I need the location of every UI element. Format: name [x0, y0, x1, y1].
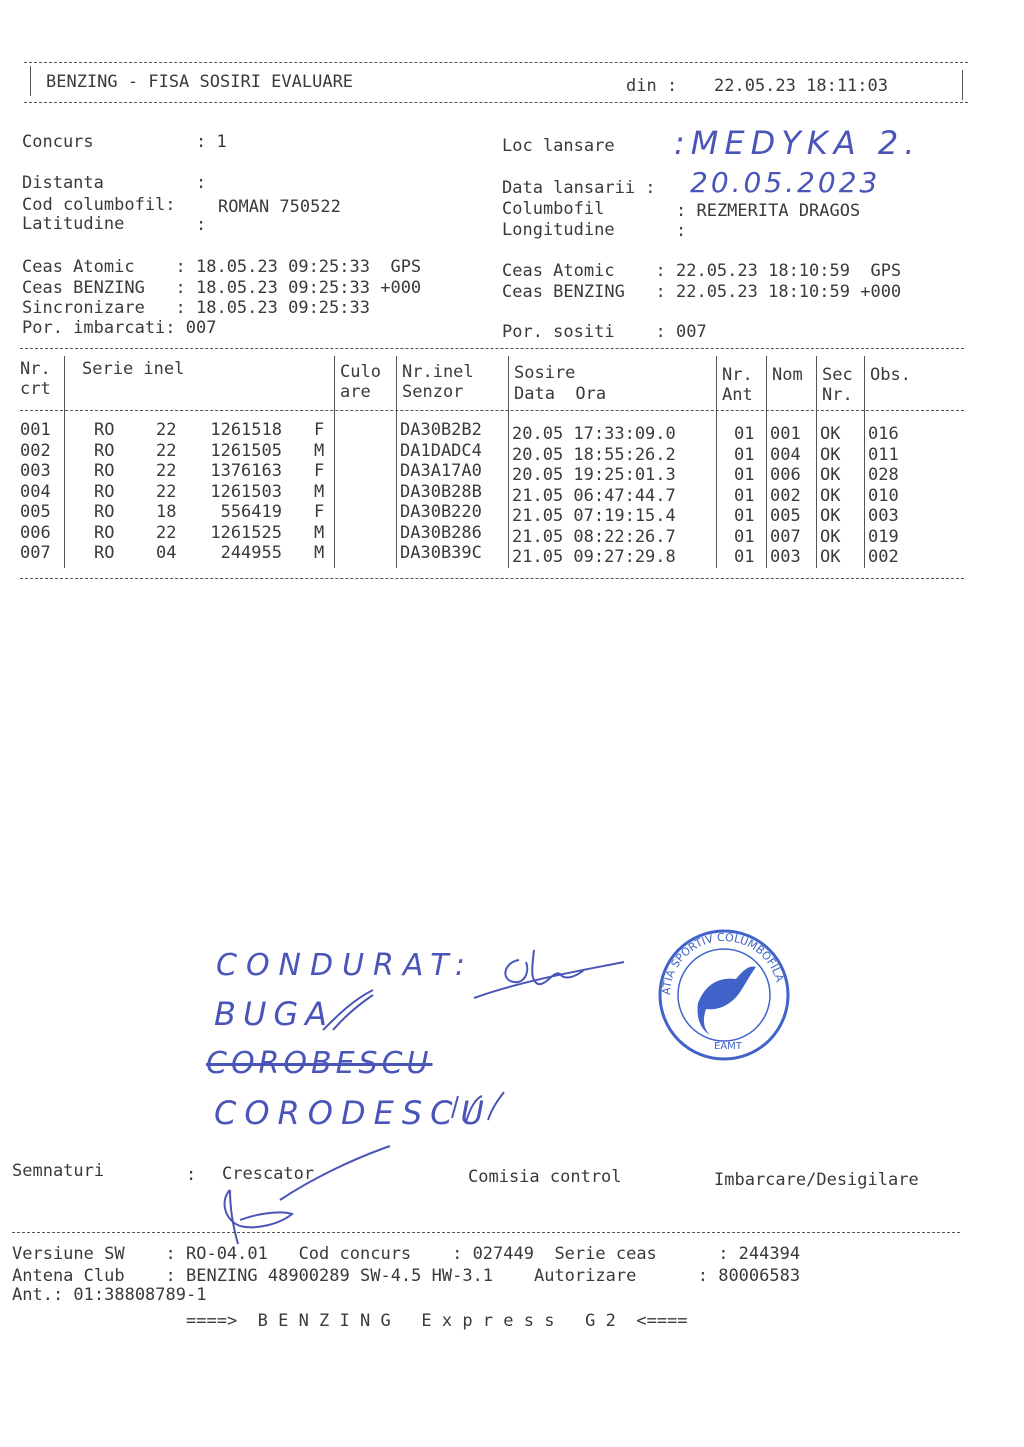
header-sosire: Sosire: [514, 363, 576, 383]
loc-lansare-label: Loc lansare: [502, 136, 615, 156]
cell-year: 18: [156, 502, 177, 522]
cell-antenna: 01: [734, 547, 755, 567]
footer-versiune: Versiune SW : RO-04.01 Cod concurs : 027449 Serie ceas : 244394: [12, 1244, 801, 1264]
header-crt: crt: [20, 379, 51, 399]
cell-country: RO: [94, 502, 115, 522]
semnaturi-colon: :: [186, 1165, 197, 1185]
left-ceas-atomic: Ceas Atomic : 18.05.23 09:25:33 GPS: [22, 257, 422, 277]
cell-antenna: 01: [734, 485, 755, 506]
latitudine-label: Latitudine: [22, 214, 125, 234]
cell-arrival: 21.05 06:47:44.7: [512, 485, 676, 506]
print-date-label: din :: [626, 76, 678, 96]
table-header-separator: [20, 410, 964, 411]
cell-nr: 006: [20, 522, 51, 543]
cell-arrival: 20.05 17:33:09.0: [512, 424, 676, 444]
longitudine-value: :: [676, 221, 687, 241]
col-sep-3: [396, 356, 397, 568]
header-nr-inel: Nr.inel: [402, 362, 474, 382]
footer-separator: [12, 1232, 960, 1233]
right-ceas-atomic: Ceas Atomic : 22.05.23 18:10:59 GPS: [502, 261, 902, 281]
cell-sensor: DA30B39C: [400, 543, 482, 563]
right-ceas-benzing: Ceas BENZING : 22.05.23 18:10:59 +000: [502, 282, 902, 302]
col-sep-6: [766, 356, 767, 568]
loc-lansare-handwritten: :MEDYKA 2.: [674, 124, 921, 162]
cell-sensor: DA30B286: [400, 522, 482, 543]
cell-ring-number: 1261518: [210, 420, 282, 440]
cell-arrival: 21.05 07:19:15.4: [512, 506, 676, 526]
header-right-border: [962, 70, 963, 100]
handwritten-condurat: CONDURAT:: [216, 948, 474, 983]
cell-sex: M: [314, 440, 325, 461]
cell-nom: 005: [770, 506, 801, 526]
cell-antenna: 01: [734, 506, 755, 526]
cell-nr: 007: [20, 543, 51, 563]
cell-sec: OK: [820, 526, 841, 547]
cell-antenna: 01: [734, 424, 755, 444]
columbofil-label: Columbofil: [502, 199, 605, 219]
header-left-border: [30, 66, 31, 96]
footer-ant: Ant.: 01:38808789-1: [12, 1285, 207, 1305]
cell-obs: 011: [868, 444, 899, 465]
col-sep-8: [864, 356, 865, 568]
table-bottom-border: [20, 578, 964, 579]
header-serie-inel: Serie inel: [82, 359, 185, 379]
header-bottom-border: [24, 102, 968, 103]
cell-nom: 002: [770, 485, 801, 506]
footer-express: ====> B E N Z I N G E x p r e s s G 2 <====: [186, 1311, 688, 1331]
association-stamp: [654, 925, 794, 1065]
cell-year: 22: [156, 481, 177, 502]
data-lansarii-handwritten: 20.05.2023: [690, 166, 881, 199]
imbarcare-desigilare-label: Imbarcare/Desigilare: [714, 1170, 919, 1190]
cell-nr: 003: [20, 461, 51, 481]
cell-nr: 005: [20, 502, 51, 522]
cell-sec: OK: [820, 424, 841, 444]
cell-sec: OK: [820, 465, 841, 485]
cell-sex: M: [314, 543, 325, 563]
cell-ring-number: 1261503: [210, 481, 282, 502]
cell-year: 22: [156, 522, 177, 543]
handwritten-corobescu-struck: COROBESCU: [206, 1046, 433, 1081]
cell-nom: 006: [770, 465, 801, 485]
cell-nom: 003: [770, 547, 801, 567]
cell-country: RO: [94, 440, 115, 461]
cell-obs: 028: [868, 465, 899, 485]
latitudine-value: :: [196, 215, 207, 235]
header-are: are: [340, 382, 371, 402]
cell-sensor: DA30B28B: [400, 481, 482, 502]
header-nr: Nr.: [20, 359, 51, 379]
cell-country: RO: [94, 481, 115, 502]
cell-sec: OK: [820, 485, 841, 506]
cell-year: 22: [156, 440, 177, 461]
cell-sec: OK: [820, 547, 841, 567]
cod-columbofil-value: ROMAN 750522: [218, 197, 341, 217]
cell-obs: 003: [868, 506, 899, 526]
cell-antenna: 01: [734, 444, 755, 465]
cell-nr: 002: [20, 440, 51, 461]
left-sincronizare: Sincronizare : 18.05.23 09:25:33: [22, 298, 370, 318]
cell-sec: OK: [820, 444, 841, 465]
header-data-ora: Data Ora: [514, 384, 607, 404]
cell-nom: 001: [770, 424, 801, 444]
cell-antenna: 01: [734, 526, 755, 547]
cell-sensor: DA30B2B2: [400, 420, 482, 440]
cell-sex: M: [314, 522, 325, 543]
semnaturi-label: Semnaturi: [12, 1161, 105, 1181]
distanta-label: Distanta: [22, 173, 104, 193]
handwritten-buga: BUGA: [214, 995, 335, 1033]
cell-sensor: DA3A17A0: [400, 461, 482, 481]
table-top-border: [20, 348, 964, 349]
stamp-top-text: ATIA SPORTIV COLUMBOFILA: [659, 930, 787, 996]
cell-sex: F: [314, 461, 325, 481]
concurs-label: Concurs: [22, 132, 94, 152]
cell-sex: F: [314, 420, 325, 440]
cell-sec: OK: [820, 506, 841, 526]
concurs-value: : 1: [196, 132, 227, 152]
left-por-imbarcati: Por. imbarcati: 007: [22, 318, 217, 338]
cell-sensor: DA1DADC4: [400, 440, 482, 461]
right-por-sositi: Por. sositi : 007: [502, 322, 707, 342]
cell-arrival: 20.05 19:25:01.3: [512, 465, 676, 485]
header-nom: Nom: [772, 365, 803, 385]
cell-country: RO: [94, 522, 115, 543]
cell-country: RO: [94, 420, 115, 440]
header-top-border: [24, 62, 968, 63]
cell-ring-number: 244955: [220, 543, 282, 563]
cell-ring-number: 1376163: [210, 461, 282, 481]
col-sep-2: [334, 356, 335, 568]
page-title: BENZING - FISA SOSIRI EVALUARE: [46, 72, 354, 92]
header-sec: Sec: [822, 365, 853, 385]
cell-sensor: DA30B220: [400, 502, 482, 522]
print-date-value: 22.05.23 18:11:03: [714, 76, 888, 96]
cell-ring-number: 1261525: [210, 522, 282, 543]
footer-antena: Antena Club : BENZING 48900289 SW-4.5 HW-3.1 Autorizare : 80006583: [12, 1266, 801, 1286]
cell-nr: 001: [20, 420, 51, 440]
data-lansarii-label: Data lansarii :: [502, 178, 656, 198]
cell-nom: 007: [770, 526, 801, 547]
col-sep-7: [816, 356, 817, 568]
cell-nr: 004: [20, 481, 51, 502]
cell-year: 22: [156, 420, 177, 440]
crescator-label: Crescator: [222, 1164, 315, 1184]
cell-arrival: 21.05 08:22:26.7: [512, 526, 676, 547]
cell-arrival: 21.05 09:27:29.8: [512, 547, 676, 567]
col-sep-4: [508, 356, 509, 568]
cell-nom: 004: [770, 444, 801, 465]
cell-obs: 016: [868, 424, 899, 444]
columbofil-value: : REZMERITA DRAGOS: [676, 201, 861, 221]
header-culo: Culo: [340, 362, 381, 382]
header-obs: Obs.: [870, 365, 911, 385]
col-sep-1: [64, 356, 65, 568]
header-sec-nr: Nr.: [822, 385, 853, 405]
header-ant: Ant: [722, 385, 753, 405]
cell-obs: 019: [868, 526, 899, 547]
comisia-control-label: Comisia control: [468, 1167, 622, 1187]
distanta-value: :: [196, 173, 207, 193]
cell-year: 04: [156, 543, 177, 563]
signature-scribble-top: [464, 940, 644, 1010]
cell-obs: 010: [868, 485, 899, 506]
cell-sex: M: [314, 481, 325, 502]
cod-columbofil-label: Cod columbofil:: [22, 195, 176, 215]
signature-scribble-corodescu: [448, 1088, 518, 1128]
header-senzor: Senzor: [402, 382, 464, 402]
handwritten-corodescu: CORODESCU: [214, 1094, 492, 1132]
cell-country: RO: [94, 461, 115, 481]
signature-scribble-buga: [318, 985, 378, 1035]
longitudine-label: Longitudine: [502, 220, 615, 240]
header-nr-ant: Nr.: [722, 365, 753, 385]
cell-obs: 002: [868, 547, 899, 567]
stamp-bottom-text: EAMT: [714, 1041, 742, 1052]
cell-country: RO: [94, 543, 115, 563]
cell-ring-number: 556419: [220, 502, 282, 522]
col-sep-5: [716, 356, 717, 568]
signature-crescator: [200, 1140, 400, 1250]
cell-antenna: 01: [734, 465, 755, 485]
cell-sex: F: [314, 502, 325, 522]
left-ceas-benzing: Ceas BENZING : 18.05.23 09:25:33 +000: [22, 278, 422, 298]
cell-arrival: 20.05 18:55:26.2: [512, 444, 676, 465]
cell-ring-number: 1261505: [210, 440, 282, 461]
cell-year: 22: [156, 461, 177, 481]
